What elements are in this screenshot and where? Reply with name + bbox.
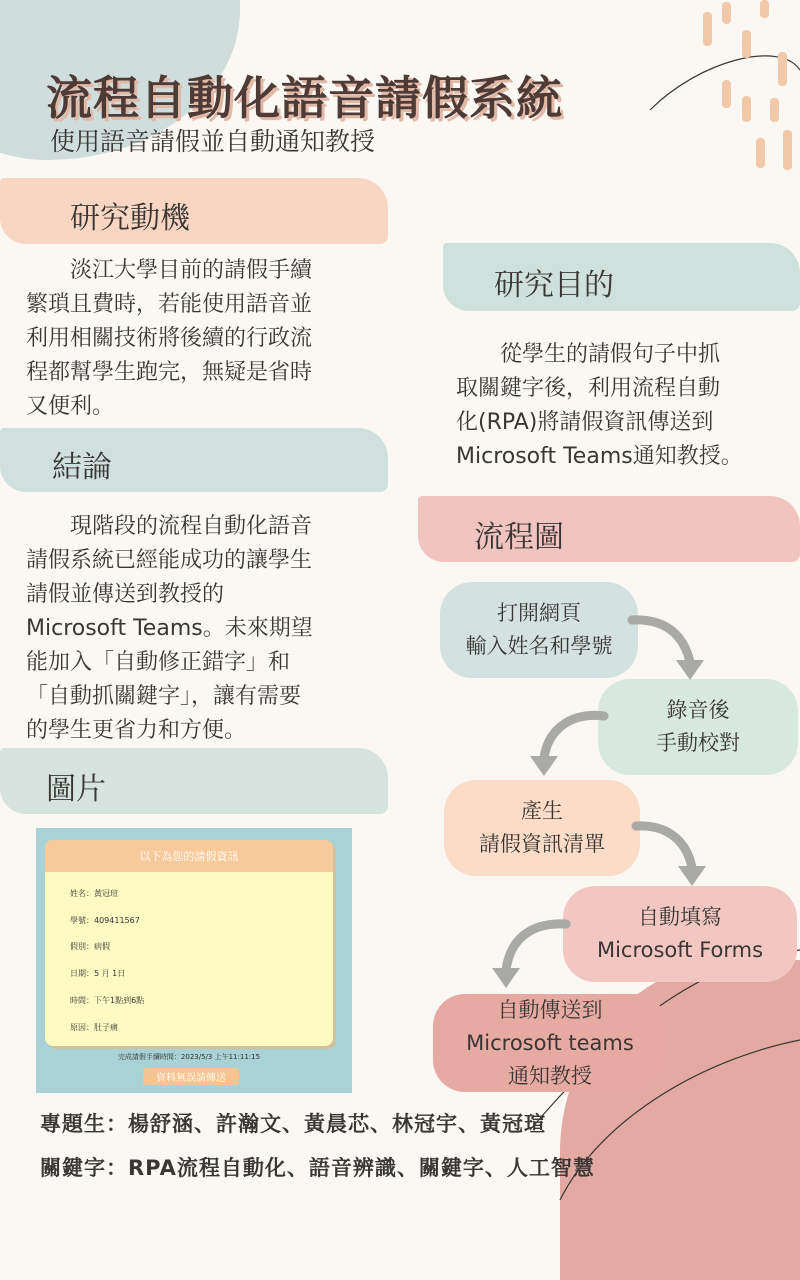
text-line: 淡江大學目前的請假手續: [26, 258, 313, 283]
text-line: 請假系統已經能成功的讓學生: [26, 548, 313, 573]
flow-step-line: 輸入姓名和學號: [465, 634, 613, 658]
arrow-3: [636, 826, 692, 868]
purpose-heading: 研究目的: [494, 268, 614, 303]
text-line: 程都幫學生跑完，無疑是省時: [26, 360, 313, 385]
flow-step-line: Microsoft teams: [466, 1030, 634, 1055]
form-field-time: 時間：下午1點到6點: [70, 996, 145, 1005]
arrow-1: [632, 620, 690, 662]
form-field-reason: 原因：肚子痛: [70, 1023, 118, 1032]
text-line: 化(RPA)將請假資訊傳送到: [456, 410, 714, 435]
arrow-4: [506, 924, 566, 970]
arrowhead-2: [530, 756, 558, 776]
form-timestamp: 完成請假手續時間：2023/5/3 上午11:11:15: [117, 1053, 261, 1061]
text-line: 能加入「自動修正錯字」和: [26, 650, 291, 675]
arrowhead-3: [678, 866, 706, 886]
picture-heading: 圖片: [46, 772, 106, 807]
flow-step-line: 手動校對: [656, 731, 740, 755]
flow-step-line: 產生: [521, 799, 563, 823]
text-line: 繁瑣且費時，若能使用語音並: [26, 292, 313, 317]
text-line: Microsoft Teams通知教授。: [456, 444, 743, 469]
motivation-heading: 研究動機: [70, 201, 190, 236]
form-field-date: 日期：5 月 1日: [70, 969, 126, 978]
form-field-name: 姓名：黃冠瑄: [70, 889, 118, 898]
text-line: Microsoft Teams。未來期望: [26, 616, 313, 641]
form-title: 以下為您的請假資訊: [45, 840, 333, 872]
text-line: 「自動抓關鍵字」，讓有需要: [26, 684, 302, 709]
arrow-2: [544, 715, 604, 758]
arrowhead-1: [676, 660, 704, 680]
keywords-line: 關鍵字：RPA流程自動化、語音辨識、關鍵字、人工智慧: [40, 1156, 595, 1180]
text-line: 取關鍵字後，利用流程自動: [456, 376, 721, 401]
flow-step-line: 打開網頁: [497, 601, 581, 625]
text-line: 從學生的請假句子中抓: [456, 342, 721, 367]
text-line: 請假並傳送到教授的: [26, 582, 225, 607]
flow-step-line: 自動填寫: [638, 905, 722, 929]
flow-step-line: 通知教授: [508, 1063, 592, 1088]
form-submit-button[interactable]: 資料無誤請傳送: [143, 1068, 239, 1085]
text-line: 利用相關技術將後續的行政流: [26, 326, 313, 351]
flow-step-line: 錄音後: [666, 698, 730, 722]
page-subtitle: 使用語音請假並自動通知教授: [50, 127, 376, 156]
text-line: 的學生更省力和方便。: [26, 718, 247, 743]
conclusion-heading: 結論: [52, 450, 112, 485]
flow-step-line: 請假資訊清單: [479, 832, 605, 856]
text-line: 現階段的流程自動化語音: [26, 514, 313, 539]
text-line: 又便利。: [26, 394, 115, 419]
form-field-id: 學號：409411567: [70, 916, 140, 925]
arrowhead-4: [492, 968, 520, 988]
students-line: 專題生：楊舒涵、許瀚文、黃晨芯、林冠宇、黃冠瑄: [40, 1112, 546, 1136]
page-title: 流程自動化語音請假系統: [46, 71, 563, 125]
form-field-leave-type: 假別：病假: [70, 942, 110, 951]
flowchart-heading: 流程圖: [474, 520, 564, 555]
flow-step-line: Microsoft Forms: [596, 938, 764, 962]
flow-step-line: 自動傳送到: [497, 997, 603, 1022]
